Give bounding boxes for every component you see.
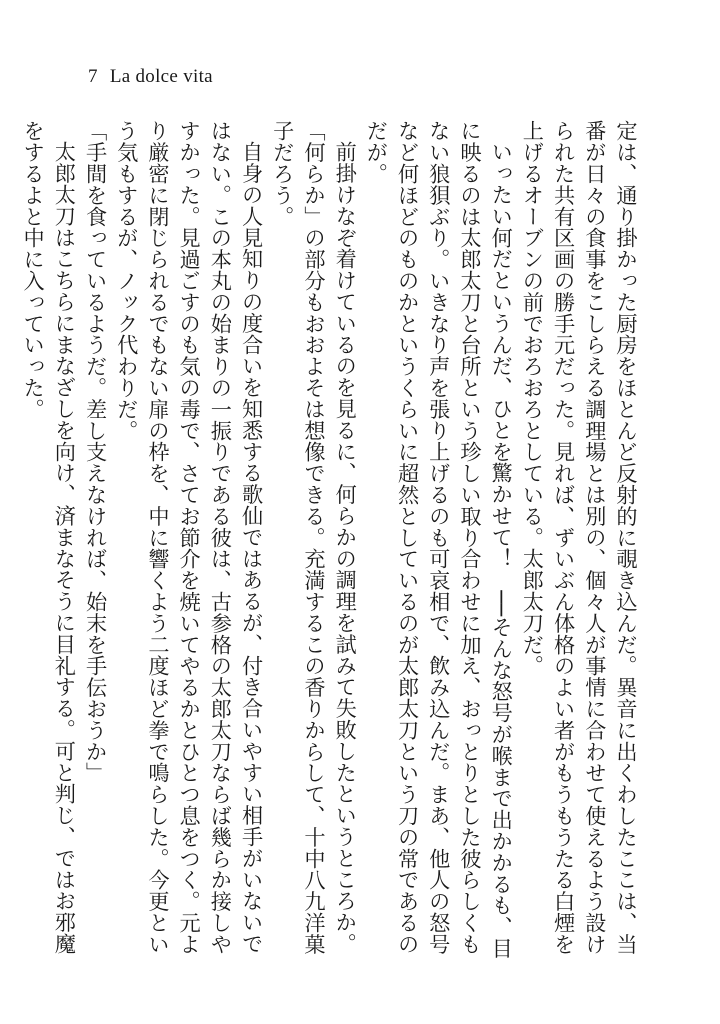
running-header <box>88 66 213 88</box>
paragraph: 自身の人見知りの度合いを知悉する歌仙ではあるが、付き合いやすい相手がいないではない。この本丸の始まりの一振りである彼は、古参格の太郎太刀ならば幾らか接しやすかった。見過ごすのも気の毒で、さてお節介を焼いてやるかとひとつ息をつく。元より厳密に閉じられるでもない扉の枠を、中に響くよう二度ほど拳で鳴らした。今更という気もするが、ノック代わりだ。 <box>114 120 265 955</box>
page-number: 7 <box>88 66 98 87</box>
vertical-body-text <box>21 120 642 970</box>
running-title: La dolce vita <box>109 66 213 87</box>
paragraph: 前掛けなぞ着けているのを見るに、何らかの調理を試みて失敗したというところか。「何らか」の部分もおおよそは想像できる。充満するこの香りからして、十中八九洋菓子だろう。 <box>270 120 359 955</box>
paragraph: 定は、通り掛かった厨房をほとんど反射的に覗き込んだ。異音に出くわしたここは、当番が日々の食事をこしらえる調理場とは別の、個々人が事情に合わせて使えるよう設けられた共有区画の勝手元だった。見れば、ずいぶん体格のよい者がもうもうたる白煙を上げるオーブンの前でおろおろとしている。太郎太刀だ。 <box>520 120 639 955</box>
paragraph: 太郎太刀はこちらにまなざしを向け、済まなそうに目礼する。可と判じ、ではお邪魔をするよと中に入っていった。 <box>21 120 78 955</box>
paragraph: いったい何だというんだ、ひとを驚かせて！ ──そんな怒号が喉まで出かかるも、目に映るのは太郎太刀と台所という珍しい取り合わせに加え、おっとりとした彼らしくもない狼狽ぶり。いきなり声を張り上げるのも可哀相で、飲み込んだ。まあ、他人の怒号など何ほどのものかというくらいに超然としているのが太郎太刀という刀の常であるのだが。 <box>364 120 515 959</box>
paragraph: 「手間を食っているようだ。差し支えなければ、始末を手伝おうか」 <box>83 120 109 784</box>
